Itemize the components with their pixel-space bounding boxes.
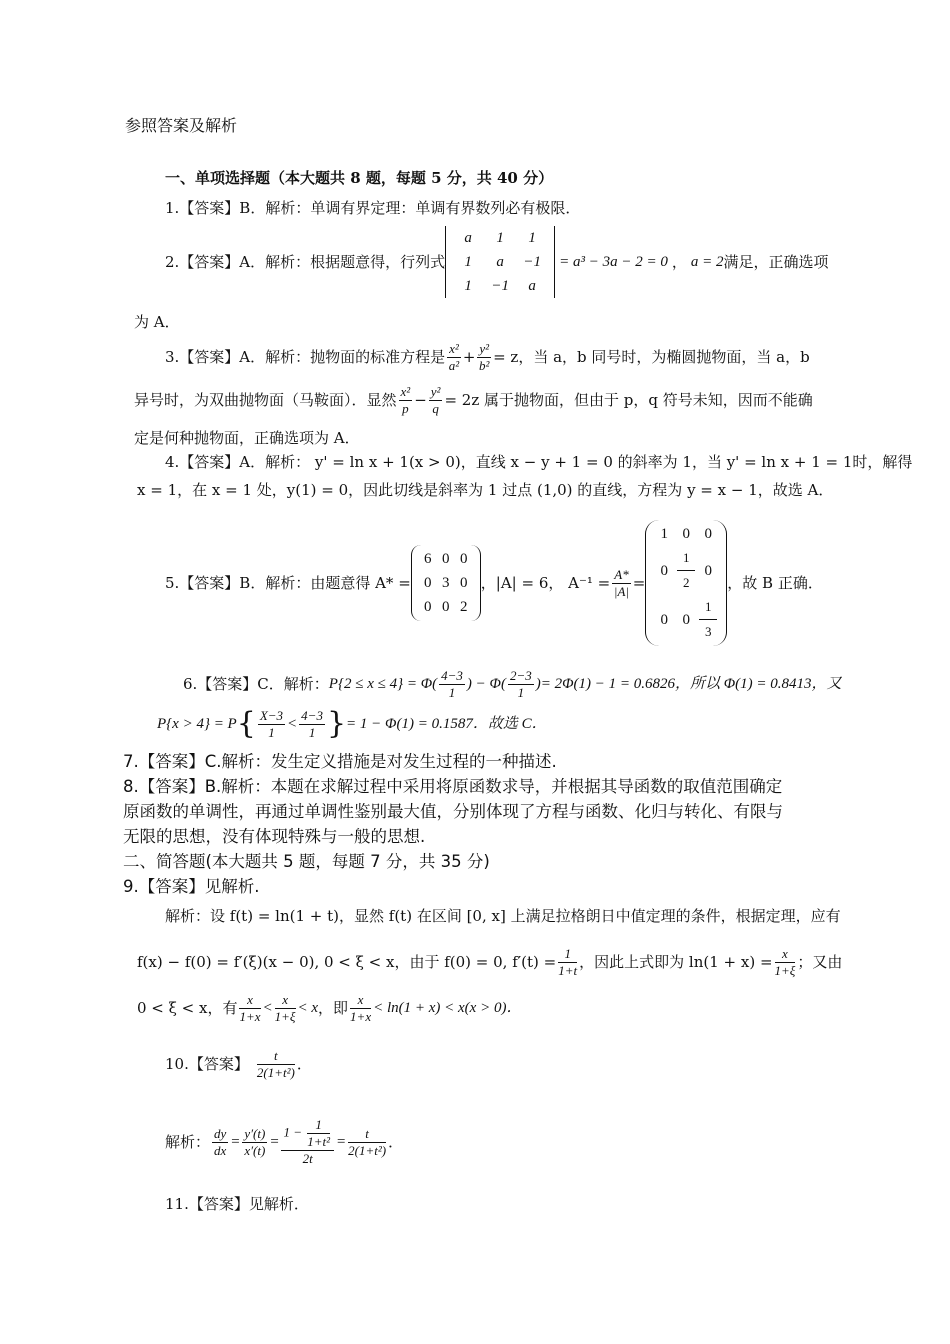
matrix-a-inverse: 1 0 0 0 $\frac{1}{2}$ 0 0 0 $\frac{1}{3}$	[645, 520, 727, 646]
answer-9-line-3: 0 < ξ < x，有 $\frac{x}{1+x}$ < $\frac{x}{1+\xi}$ < x ，即 $\frac{x}{1+x}$ < ln(1 + x) < x(x > 0)．	[137, 991, 522, 1024]
answer-9-line-1: 解析：设 f(t) = ln(1 + t)，显然 f(t) 在区间 [0, x] 上满足拉格朗日中值定理的条件，根据定理，应有	[165, 907, 841, 925]
answer-2: 2.【答案】A．解析：根据题意得，行列式 a 1 1 1 a −1 1 −1 a = a³ − 3a − 2 = 0 ， a = 2 满足，正确选项	[165, 224, 829, 300]
answer-4-line-2: x = 1，在 x = 1 处，y(1) = 0，因此切线是斜率为 1 过点 (1,0) 的直线，方程为 y = x − 1，故选 A．	[137, 481, 834, 499]
answer-8-line-3: 无限的思想，没有体现特殊与一般的思想.	[123, 827, 426, 846]
answer-5: 5.【答案】B．解析：由题意得 A* = 6 0 0 0 3 0 0 0 2 ，|A| = 6， A⁻¹ = $\frac{A*}{|A|}$ = 1 0 0 0 $\frac{1}{2}$ 0 0 0 $\frac{1}{3}$ ，故 B 正确．	[165, 508, 823, 658]
matrix-a-star: 6 0 0 0 3 0 0 0 2	[411, 545, 481, 621]
section-heading-1: 一、单项选择题（本大题共 8 题，每题 5 分，共 40 分）	[165, 169, 554, 187]
answer-7: 7.【答案】C.解析：发生定义措施是对发生过程的一种描述.	[123, 752, 557, 771]
answer-4-line-1: 4.【答案】A．解析： y' = ln x + 1(x > 0)，直线 x − y + 1 = 0 的斜率为 1，当 y' = ln x + 1 = 1时，解得	[165, 453, 913, 471]
answer-2-cont: 为 A．	[134, 313, 180, 331]
determinant: a 1 1 1 a −1 1 −1 a	[445, 226, 555, 298]
answer-9-line-2: f(x) − f(0) = f′(ξ)(x − 0), 0 < ξ < x，由于 f(0) = 0, f′(t) = $\frac{1}{1+t}$ ，因此上式即为 ln(1 + x) = $\frac{x}{1+\xi}$ ；又由	[137, 945, 843, 978]
answer-9-head: 9.【答案】见解析.	[123, 877, 260, 896]
answer-6-line-2: P{x > 4} = P { $\frac{X-3}{1}$ < $\frac{4-3}{1}$ } = 1 − Φ(1) = 0.1587．故选 C．	[157, 706, 547, 741]
answer-8-line-1: 8.【答案】B.解析：本题在求解过程中采用将原函数求导，并根据其导函数的取值范围确定	[123, 777, 783, 796]
answer-3-line-1: 3.【答案】A．解析：抛物面的标准方程是 $\frac{\text{x²}}{\text{a²}}$ + $\frac{\text{y²}}{\text{b²}}$ = z，当 a，b 同号时，为椭圆抛物面，当 a，b	[165, 340, 810, 373]
answer-3-line-2: 异号时，为双曲抛物面（马鞍面）．显然 $\frac{\text{x²}}{p}$ − $\frac{\text{y²}}{q}$ = 2z 属于抛物面，但由于 p，q 符号未知，因而不能确	[134, 383, 813, 416]
answer-1: 1.【答案】B．解析：单调有界定理：单调有界数列必有极限．	[165, 199, 581, 217]
answer-11: 11.【答案】见解析．	[165, 1195, 309, 1213]
answer-2-prefix: 2.【答案】A．解析：根据题意得，行列式	[165, 253, 446, 271]
determinant-equation: = a³ − 3a − 2 = 0	[559, 254, 668, 270]
answer-6-line-1: 6.【答案】C．解析： P{2 ≤ x ≤ 4} = Φ( $\frac{4-3}{1}$ ) − Φ( $\frac{2-3}{1}$ ) = 2Φ(1) − 1 = 0.6826，所以 Φ(1) = 0.8413，又	[183, 667, 842, 700]
page-title: 参照答案及解析	[125, 116, 238, 135]
answer-8-line-2: 原函数的单调性，再通过单调性鉴别最大值，分别体现了方程与函数、化归与转化、有限与	[123, 802, 783, 821]
answer-10: 10.【答案】 $\frac{t}{\text{2(1+t²)}}$ ．	[165, 1047, 312, 1080]
section-heading-2: 二、简答题(本大题共 5 题，每题 7 分，共 35 分)	[123, 852, 490, 871]
answer-3-line-3: 定是何种抛物面，正确选项为 A．	[134, 429, 360, 447]
a-value: a = 2	[690, 254, 724, 270]
answer-10-solution: 解析： $\frac{dy}{dx}$ = $\frac{y'(t)}{x'(t)}$ = 1 − $\frac{1}{\text{1+t²}}$ 2t = $\frac{t}{\text{2(1+t²)}}$ ．	[165, 1117, 404, 1166]
